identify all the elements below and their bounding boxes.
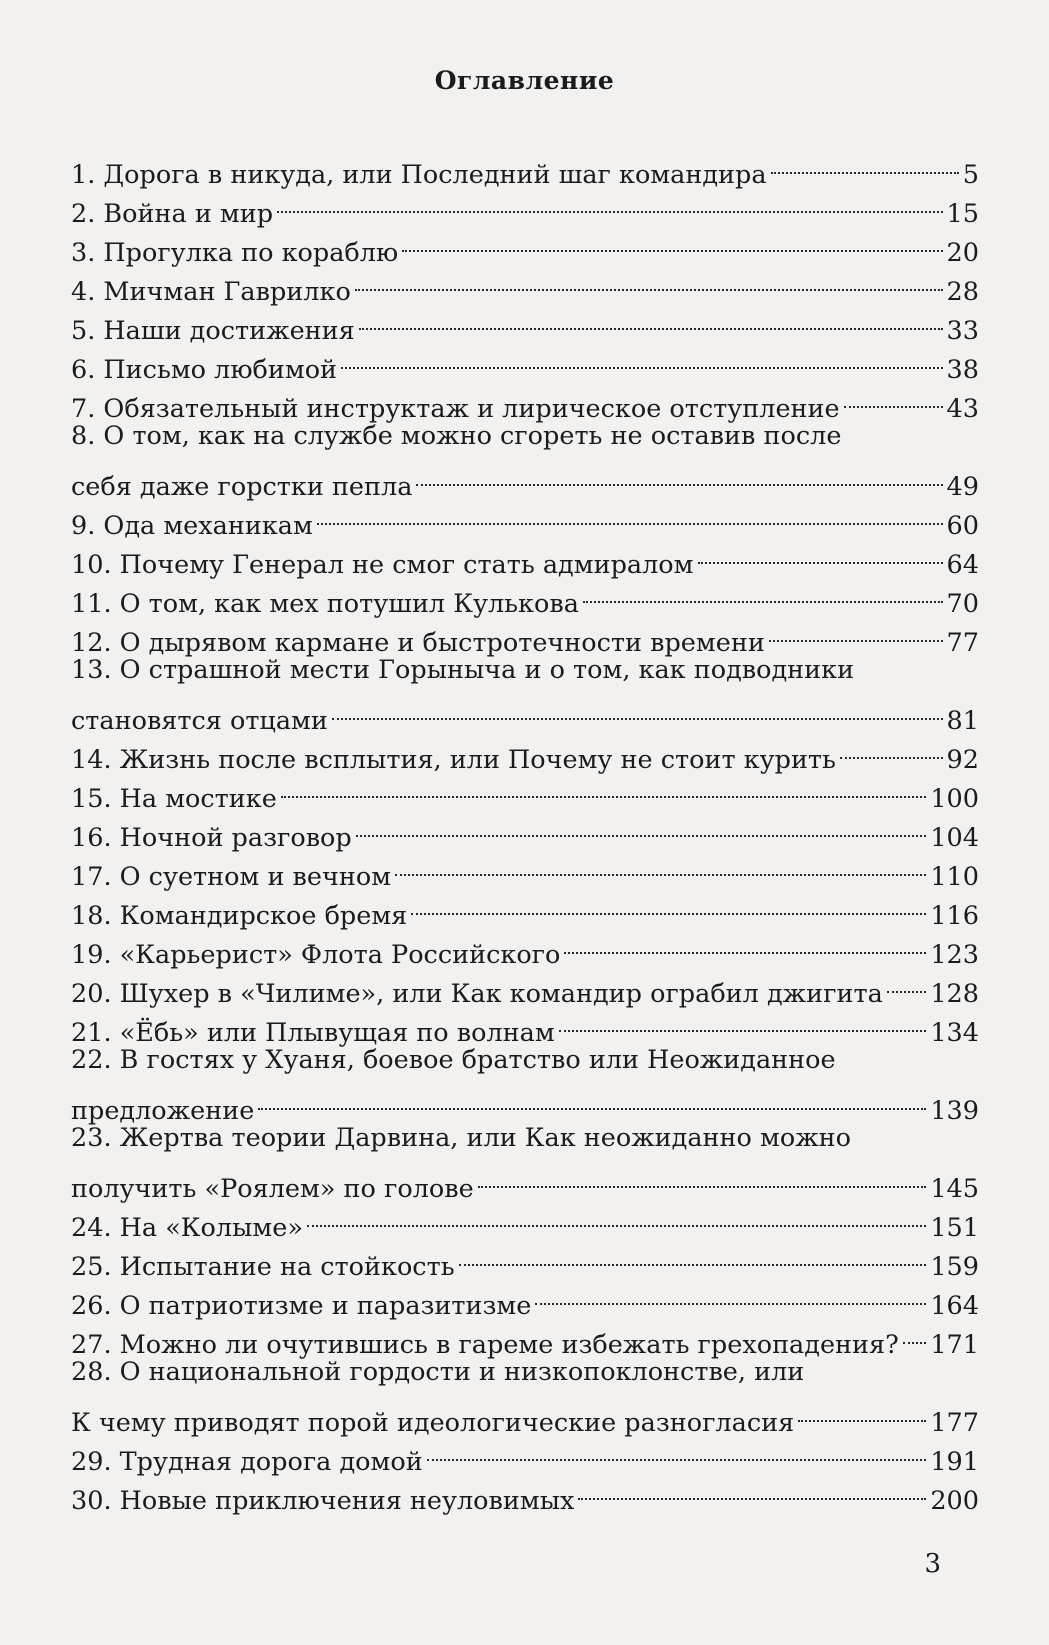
dot-leader [402, 222, 942, 261]
toc-page-number: 5 [962, 160, 979, 190]
dot-leader [411, 885, 926, 924]
toc-page-number: 171 [930, 1330, 979, 1360]
toc-page-number: 33 [946, 316, 979, 346]
dot-leader [840, 729, 943, 768]
toc-entry [71, 1041, 979, 1126]
toc-line [71, 417, 979, 456]
toc-entry-title: 1. Дорога в никуда, или Последний шаг командира [71, 160, 767, 190]
toc-line [71, 1392, 979, 1438]
dot-leader [427, 1431, 927, 1470]
toc-page-number: 20 [946, 238, 979, 268]
toc-page-number: 100 [930, 784, 979, 814]
toc-entry-title: 23. Жертва теории Дарвина, или Как неожиданно можно [71, 1123, 852, 1153]
toc-page-number: 60 [946, 511, 979, 541]
page-number: 3 [924, 1549, 941, 1579]
dot-leader [355, 261, 943, 300]
dot-leader [416, 456, 942, 495]
toc-page-number: 38 [946, 355, 979, 385]
toc-entry-title: 2. Война и мир [71, 199, 274, 229]
toc-entry-title: 17. О суетном и вечном [71, 862, 392, 892]
dot-leader [535, 1275, 926, 1314]
toc-entry-title: предложение [71, 1096, 255, 1126]
toc-entry-title: становятся отцами [71, 706, 328, 736]
dot-leader [341, 339, 942, 378]
toc-page-number: 151 [930, 1213, 979, 1243]
toc-page-number: 77 [946, 628, 979, 658]
toc-entry-title: 28. О национальной гордости и низкопоклонстве, или [71, 1357, 805, 1387]
toc-entry [71, 144, 979, 190]
toc-line [71, 1119, 979, 1158]
toc-page-number: 139 [930, 1096, 979, 1126]
toc-page-number: 15 [946, 199, 979, 229]
toc-entry-title: 24. На «Колыме» [71, 1213, 303, 1243]
dot-leader [317, 495, 943, 534]
toc-entry [71, 1119, 979, 1204]
dot-leader [356, 807, 927, 846]
toc-page-number: 43 [946, 394, 979, 424]
dot-leader [478, 1158, 927, 1197]
toc-entry-title: 7. Обязательный инструктаж и лирическое отступление [71, 394, 840, 424]
toc-page-number: 177 [930, 1408, 979, 1438]
toc-entry-title: 21. «Ёбь» или Плывущая по волнам [71, 1018, 555, 1048]
toc-line [71, 1158, 979, 1204]
toc-entry [71, 417, 979, 502]
toc-page-number: 159 [930, 1252, 979, 1282]
toc-page-number: 70 [946, 589, 979, 619]
toc-page-number: 145 [930, 1174, 979, 1204]
dot-leader [332, 690, 943, 729]
table-of-contents [71, 144, 979, 1516]
toc-entry-title: 13. О страшной мести Горыныча и о том, как подводники [71, 655, 855, 685]
toc-page-number: 81 [946, 706, 979, 736]
dot-leader [844, 378, 943, 417]
toc-page-number: 110 [930, 862, 979, 892]
toc-entry-title: получить «Роялем» по голове [71, 1174, 474, 1204]
toc-entry-title: 16. Ночной разговор [71, 823, 352, 853]
dot-leader [887, 963, 927, 1002]
toc-entry-title: 11. О том, как мех потушил Кулькова [71, 589, 579, 619]
page-title: Оглавление [434, 66, 615, 95]
dot-leader [281, 768, 927, 807]
toc-entry-title: 29. Трудная дорога домой [71, 1447, 423, 1477]
dot-leader [559, 1002, 927, 1041]
toc-entry-title: 26. О патриотизме и паразитизме [71, 1291, 532, 1321]
dot-leader [258, 1080, 926, 1119]
toc-entry-title: 19. «Карьерист» Флота Российского [71, 940, 561, 970]
toc-page-number: 123 [930, 940, 979, 970]
toc-entry [71, 651, 979, 736]
toc-line [71, 1080, 979, 1126]
toc-entry-title: К чему приводят порой идеологические разногласия [71, 1408, 795, 1438]
toc-page-number: 128 [930, 979, 979, 1009]
toc-page-number: 164 [930, 1291, 979, 1321]
dot-leader [698, 534, 943, 573]
toc-entry-title: 25. Испытание на стойкость [71, 1252, 455, 1282]
dot-leader [903, 1314, 927, 1353]
dot-leader [583, 573, 943, 612]
toc-entry-title: 27. Можно ли очутившись в гареме избежать грехопадения? [71, 1330, 899, 1360]
toc-entry-title: 6. Письмо любимой [71, 355, 338, 385]
toc-page-number: 64 [946, 550, 979, 580]
dot-leader [307, 1197, 926, 1236]
dot-leader [769, 612, 943, 651]
toc-entry-title: 9. Ода механикам [71, 511, 313, 541]
toc-entry-title: 3. Прогулка по кораблю [71, 238, 399, 268]
toc-line [71, 1041, 979, 1080]
dot-leader [395, 846, 926, 885]
toc-entry-title: 8. О том, как на службе можно сгореть не оставив после [71, 421, 842, 451]
dot-leader [564, 924, 926, 963]
dot-leader [359, 300, 943, 339]
toc-line [71, 690, 979, 736]
toc-page-number: 104 [930, 823, 979, 853]
toc-page-number: 134 [930, 1018, 979, 1048]
toc-entry-title: 30. Новые приключения неуловимых [71, 1486, 575, 1516]
toc-line [71, 651, 979, 690]
dot-leader [277, 183, 942, 222]
toc-page-number: 191 [930, 1447, 979, 1477]
toc-entry-title: 15. На мостике [71, 784, 277, 814]
toc-page-number: 49 [946, 472, 979, 502]
toc-entry-title: 20. Шухер в «Чилиме», или Как командир ограбил джигита [71, 979, 883, 1009]
toc-entry-title: 14. Жизнь после всплытия, или Почему не стоит курить [71, 745, 836, 775]
dot-leader [798, 1392, 926, 1431]
toc-entry-title: себя даже горстки пепла [71, 472, 413, 502]
toc-page-number: 116 [930, 901, 979, 931]
toc-entry-title: 18. Командирское бремя [71, 901, 408, 931]
toc-page-number: 28 [946, 277, 979, 307]
toc-line [71, 144, 979, 190]
toc-entry-title: 10. Почему Генерал не смог стать адмиралом [71, 550, 694, 580]
toc-entry-title: 5. Наши достижения [71, 316, 355, 346]
toc-entry-title: 4. Мичман Гаврилко [71, 277, 351, 307]
dot-leader [771, 144, 959, 183]
toc-entry-title: 22. В гостях у Хуаня, боевое братство или Неожиданное [71, 1045, 836, 1075]
toc-entry-title: 12. О дырявом кармане и быстротечности времени [71, 628, 765, 658]
toc-page-number: 200 [930, 1486, 979, 1516]
toc-page-number: 92 [946, 745, 979, 775]
toc-line [71, 456, 979, 502]
dot-leader [459, 1236, 927, 1275]
dot-leader [578, 1470, 926, 1509]
